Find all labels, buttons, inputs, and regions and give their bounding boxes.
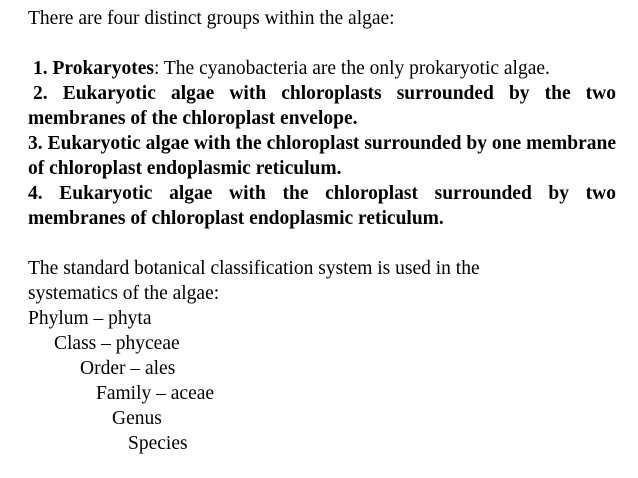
- group-item-1: [28, 56, 616, 81]
- spacer: [28, 31, 616, 56]
- spacer: [28, 231, 616, 256]
- group-3-number: 3.: [28, 133, 43, 154]
- group-item-2: [28, 81, 616, 131]
- group-item-3: [28, 131, 616, 181]
- rank-order: Order – ales: [80, 358, 176, 379]
- group-2-number: 2.: [33, 83, 48, 104]
- group-1-rest: : The cyanobacteria are the only prokaryotic algae.: [153, 58, 550, 79]
- group-1-number: 1.: [33, 58, 48, 79]
- classification-intro-line-1: The standard botanical classification system is used in the: [28, 258, 480, 279]
- group-3-text: Eukaryotic algae with the chloroplast surrounded by one membrane of chloroplast endoplasmic reticulum.: [28, 133, 617, 179]
- rank-phylum: Phylum – phyta: [28, 308, 152, 329]
- group-1-lead: Prokaryotes: [52, 58, 154, 79]
- group-4-text: Eukaryotic algae with the chloroplast surrounded by two membranes of chloroplast endoplasmic reticulum.: [28, 183, 616, 229]
- group-4-number: 4.: [28, 183, 43, 204]
- rank-class: Class – phyceae: [54, 333, 180, 354]
- rank-species: Species: [128, 433, 188, 454]
- classification-intro-line-2: systematics of the algae:: [28, 283, 220, 304]
- rank-genus: Genus: [112, 408, 162, 429]
- rank-family: Family – aceae: [96, 383, 215, 404]
- document-page: [28, 6, 616, 456]
- intro-text: There are four distinct groups within the algae:: [28, 8, 395, 29]
- group-item-4: [28, 181, 616, 231]
- group-2-text: Eukaryotic algae with chloroplasts surrounded by the two membranes of the chloroplast envelope.: [28, 83, 617, 129]
